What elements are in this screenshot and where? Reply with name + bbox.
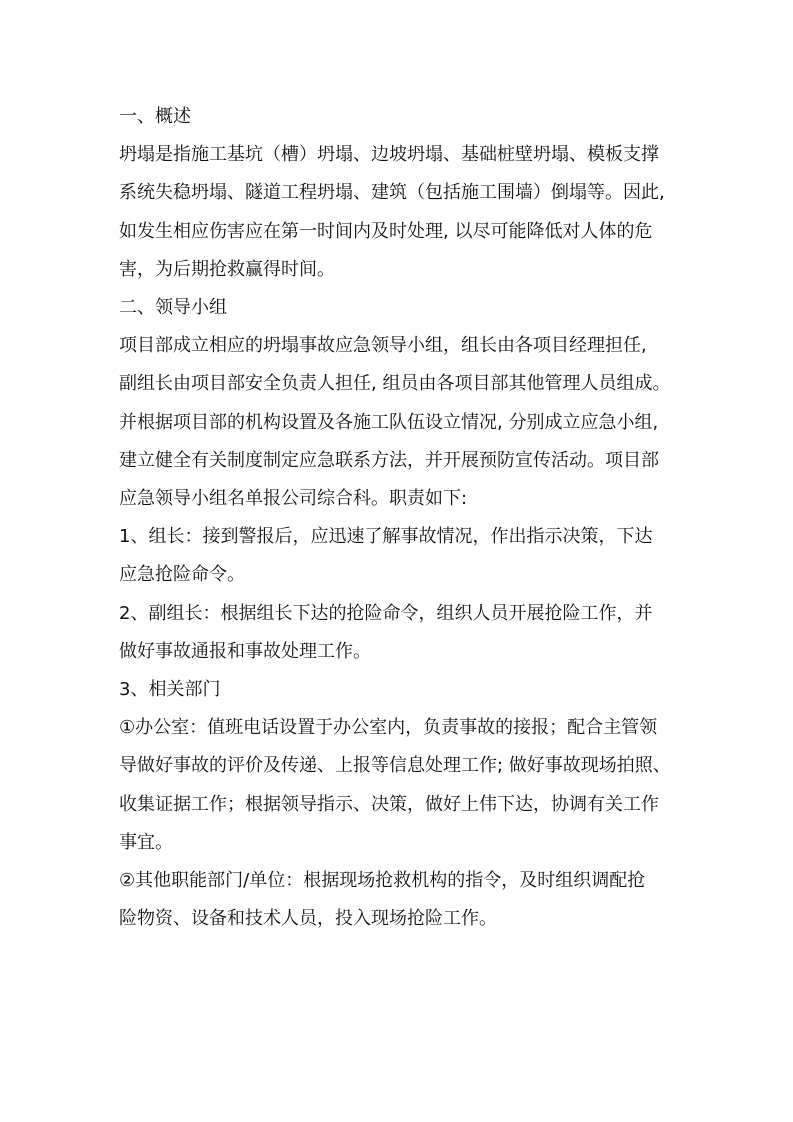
paragraph-line: ①办公室：值班电话设置于办公室内，负责事故的接报；配合主管领	[119, 717, 658, 739]
paragraph-line: 项目部成立相应的坍塌事故应急领导小组，组长由各项目经理担任,	[119, 335, 647, 357]
section-heading-leadership	[119, 289, 689, 327]
paragraph-line: 建立健全有关制度制定应急联系方法，并开展预防宣传活动。项目部	[119, 449, 659, 471]
paragraph-line: 3、相关部门	[119, 679, 221, 701]
paragraph-line: 2、副组长：根据组长下达的抢险命令，组织人员开展抢险工作，并	[119, 602, 653, 624]
paragraph-line: 如发生相应伤害应在第一时间内及时处理, 以尽可能降低对人体的危	[119, 220, 653, 242]
duty-deputy-leader	[119, 595, 689, 671]
paragraph-line: ②其他职能部门/单位：根据现场抢救机构的指令，及时组织调配抢	[119, 870, 646, 892]
document-body	[119, 98, 689, 938]
paragraph-line: 收集证据工作；根据领导指示、决策，做好上伟下达，协调有关工作	[119, 793, 659, 815]
duty-other-departments	[119, 862, 689, 938]
paragraph-line: 并根据项目部的机构设置及各施工队伍设立情况, 分别成立应急小组,	[119, 411, 659, 433]
duty-leader	[119, 518, 689, 594]
paragraph-line: 系统失稳坍塌、隧道工程坍塌、建筑（包括施工围墙）倒塌等。因此,	[119, 182, 665, 204]
paragraph-line: 做好事故通报和事故处理工作。	[119, 640, 371, 662]
paragraph-line: 1、组长：接到警报后，应迅速了解事故情况，作出指示决策，下达	[119, 526, 653, 548]
paragraph-line: 导做好事故的评价及传递、上报等信息处理工作; 做好事故现场拍照、	[119, 755, 671, 777]
paragraph-line: 险物资、设备和技术人员，投入现场抢险工作。	[119, 908, 497, 930]
paragraph-line: 事宜。	[119, 831, 173, 853]
overview-paragraph	[119, 136, 689, 289]
paragraph-line: 应急抢险命令。	[119, 564, 245, 586]
paragraph-line: 副组长由项目部安全负责人担任, 组员由各项目部其他管理人员组成。	[119, 373, 671, 395]
leadership-paragraph	[119, 327, 689, 518]
heading-text: 一、概述	[119, 106, 191, 127]
heading-text: 二、领导小组	[119, 297, 227, 319]
paragraph-line: 坍塌是指施工基坑（槽）坍塌、边坡坍塌、基础桩壁坍塌、模板支撑	[119, 144, 659, 166]
paragraph-line: 害，为后期抢救赢得时间。	[119, 258, 335, 280]
duty-office	[119, 709, 689, 862]
duty-related-departments	[119, 671, 689, 709]
section-heading-overview	[119, 98, 689, 136]
paragraph-line: 应急领导小组名单报公司综合科。职责如下:	[119, 488, 468, 510]
